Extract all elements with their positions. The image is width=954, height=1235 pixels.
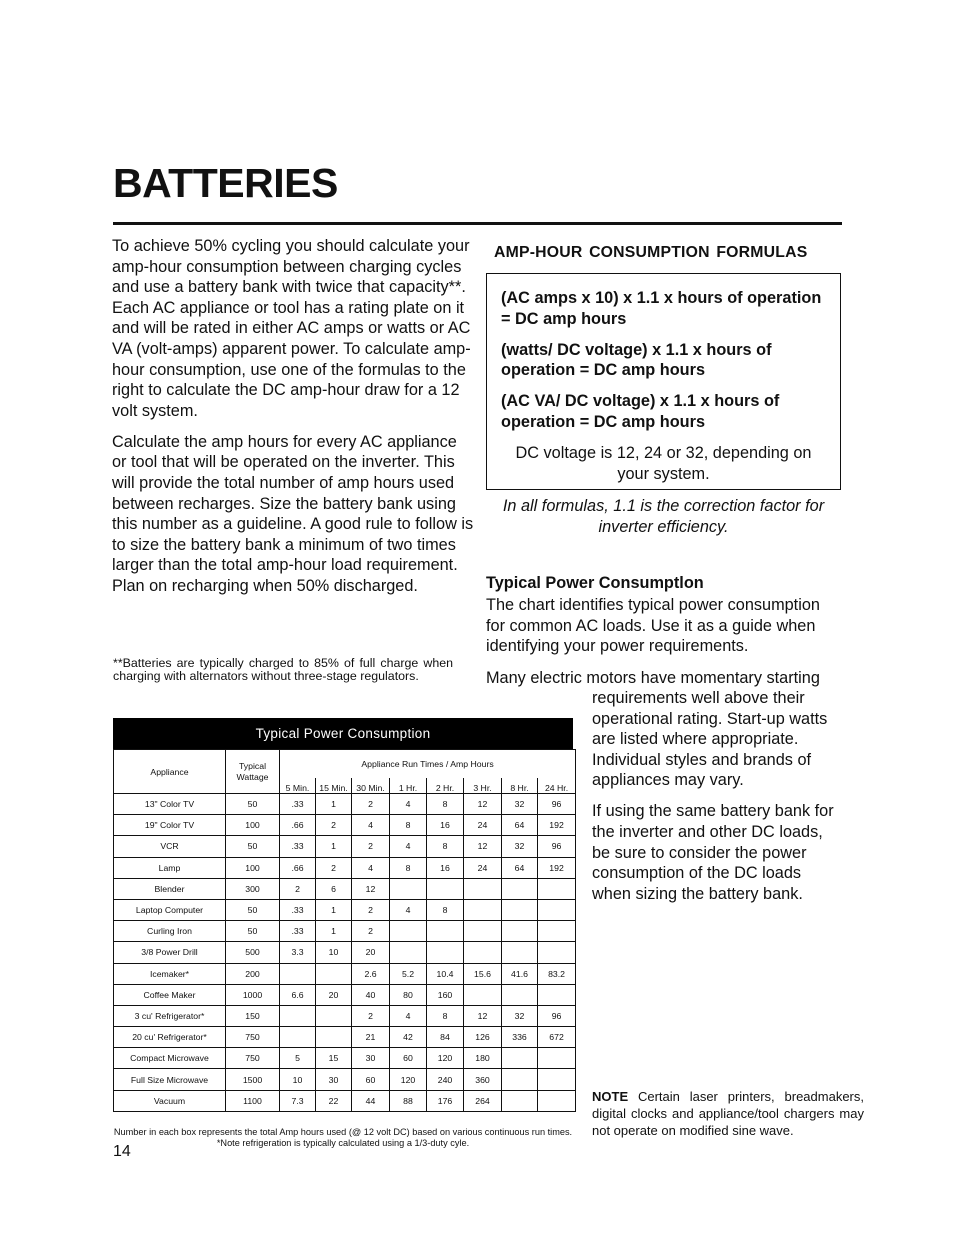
appliance-wattage: 50 — [226, 899, 280, 920]
header-appliance: Appliance — [114, 750, 226, 794]
amp-hour-cell — [280, 963, 316, 984]
amp-hour-cell — [538, 984, 576, 1005]
amp-hour-cell: 4 — [352, 857, 390, 878]
appliance-wattage: 750 — [226, 1048, 280, 1069]
amp-hour-cell: 24 — [464, 857, 502, 878]
table-row — [114, 1027, 576, 1048]
amp-hour-cell — [427, 921, 464, 942]
table-row — [114, 984, 576, 1005]
amp-hour-cell: .66 — [280, 857, 316, 878]
appliance-name: 13" Color TV — [114, 794, 226, 815]
amp-hour-cell: 41.6 — [502, 963, 538, 984]
amp-hour-cell — [390, 878, 427, 899]
appliance-name: Compact Microwave — [114, 1048, 226, 1069]
amp-hour-cell — [538, 1048, 576, 1069]
amp-hour-cell — [464, 942, 502, 963]
intro-paragraph-2: Calculate the amp hours for every AC appliance or tool that will be operated on the inverter. This will provide the total number of amp hours used between recharges. Size the battery bank using this number as a guideline. A good rule to follow is to size the battery bank a minimum of two times larger than the total amp-hour load requirement. Plan on recharging when 50% discharged. — [112, 432, 474, 595]
amp-hour-cell: 15.6 — [464, 963, 502, 984]
amp-hour-cell: 60 — [352, 1069, 390, 1090]
battery-footnote: **Batteries are typically charged to 85% of full charge when charging with alternators without three-stage regulators. — [113, 656, 453, 683]
amp-hour-cell — [464, 921, 502, 942]
intro-paragraph-1: To achieve 50% cycling you should calculate your amp-hour consumption between charging cycles and use a battery bank with twice that capacity**. Each AC appliance or tool has a rating plate on it and will be rated in either AC amps or watts or AC VA (volt-amps) apparent power. To calculate amp-hour consumption, use one of the formulas to the right to calculate the DC amp-hour draw for a 12 volt system. — [112, 237, 471, 420]
amp-hour-cell — [316, 1005, 352, 1026]
amp-hour-cell — [502, 899, 538, 920]
appliance-name: 20 cu' Refrigerator* — [114, 1027, 226, 1048]
amp-hour-cell: 32 — [502, 794, 538, 815]
table-row — [114, 794, 576, 815]
intro-section — [112, 236, 474, 607]
amp-hour-cell: 180 — [464, 1048, 502, 1069]
appliance-wattage: 100 — [226, 857, 280, 878]
power-consumption-table — [113, 718, 573, 1112]
amp-hour-cell: 126 — [464, 1027, 502, 1048]
appliance-wattage: 100 — [226, 815, 280, 836]
amp-hour-cell — [280, 1027, 316, 1048]
amp-hour-cell — [538, 1069, 576, 1090]
amp-hour-cell: 4 — [390, 1005, 427, 1026]
amp-hour-cell: 12 — [464, 794, 502, 815]
amp-hour-cell: 20 — [316, 984, 352, 1005]
table-title: Typical Power Consumption — [113, 718, 573, 749]
appliance-wattage: 500 — [226, 942, 280, 963]
table-row — [114, 1090, 576, 1111]
appliance-wattage: 150 — [226, 1005, 280, 1026]
amp-hour-cell — [390, 921, 427, 942]
amp-hour-cell — [502, 1048, 538, 1069]
amp-hour-cell: 21 — [352, 1027, 390, 1048]
amp-hour-cell — [427, 878, 464, 899]
amp-hour-cell: 8 — [390, 857, 427, 878]
amp-hour-cell: 120 — [427, 1048, 464, 1069]
amp-hour-cell: 240 — [427, 1069, 464, 1090]
amp-hour-cell: 1 — [316, 794, 352, 815]
amp-hour-cell — [390, 942, 427, 963]
amp-hour-cell: 32 — [502, 836, 538, 857]
amp-hour-cell: 3.3 — [280, 942, 316, 963]
appliance-wattage: 1500 — [226, 1069, 280, 1090]
amp-hour-cell — [464, 984, 502, 1005]
table-row — [114, 1005, 576, 1026]
amp-hour-cell: 4 — [352, 815, 390, 836]
formulas-heading: AMP-HOUR CONSUMPTION FORMULAS — [494, 244, 808, 261]
formula-ac-va: (AC VA/ DC voltage) x 1.1 x hours of operation = DC amp hours — [501, 392, 780, 431]
amp-hour-cell: 12 — [352, 878, 390, 899]
amp-hour-cell — [538, 921, 576, 942]
amp-hour-cell — [427, 942, 464, 963]
battery-bank-paragraph: If using the same battery bank for the inverter and other DC loads, be sure to consider the power consumption of the DC loads when sizing the battery bank. — [592, 802, 834, 903]
amp-hour-cell: 15 — [316, 1048, 352, 1069]
amp-hour-cell: 30 — [316, 1069, 352, 1090]
amp-hour-cell — [538, 1090, 576, 1111]
appliance-name: 19" Color TV — [114, 815, 226, 836]
header-time: 30 Min. — [352, 778, 390, 794]
header-time: 8 Hr. — [502, 778, 538, 794]
amp-hour-cell: 672 — [538, 1027, 576, 1048]
table-row — [114, 921, 576, 942]
table-note-amp-hours: Number in each box represents the total Amp hours used (@ 12 volt DC) based on various continuous run times. — [113, 1127, 573, 1137]
amp-hour-cell: 96 — [538, 1005, 576, 1026]
amp-hour-cell: 2 — [352, 1005, 390, 1026]
appliance-name: Lamp — [114, 857, 226, 878]
amp-hour-cell: 22 — [316, 1090, 352, 1111]
motors-paragraph-lead: Many electric motors have momentary starting — [486, 669, 820, 687]
amp-hour-cell: 84 — [427, 1027, 464, 1048]
amp-hour-cell: 1 — [316, 836, 352, 857]
amp-hour-cell: 5 — [280, 1048, 316, 1069]
amp-hour-cell — [502, 984, 538, 1005]
page-title: BATTERIES — [113, 160, 338, 206]
table-row — [114, 1048, 576, 1069]
amp-hour-cell: 10.4 — [427, 963, 464, 984]
amp-hour-cell: 8 — [427, 1005, 464, 1026]
amp-hour-cell — [502, 878, 538, 899]
typical-power-paragraph: The chart identifies typical power consumption for common AC loads. Use it as a guide when identifying your power requirements. — [486, 596, 820, 656]
amp-hour-cell: 12 — [464, 836, 502, 857]
appliance-name: Blender — [114, 878, 226, 899]
amp-hour-cell: 4 — [390, 836, 427, 857]
amp-hour-cell: 120 — [390, 1069, 427, 1090]
amp-hour-cell: 10 — [316, 942, 352, 963]
amp-hour-cell: 7.3 — [280, 1090, 316, 1111]
typical-power-heading: Typical Power Consumptlon — [486, 574, 704, 592]
amp-hour-cell: .33 — [280, 794, 316, 815]
appliance-name: Coffee Maker — [114, 984, 226, 1005]
header-time: 5 Min. — [280, 778, 316, 794]
amp-hour-cell: 80 — [390, 984, 427, 1005]
table-note-refrigeration: *Note refrigeration is typically calculated using a 1/3-duty cyle. — [216, 1137, 470, 1148]
amp-hour-cell: 192 — [538, 815, 576, 836]
amp-hour-cell — [316, 963, 352, 984]
amp-hour-cell: 360 — [464, 1069, 502, 1090]
amp-hour-cell: 2 — [352, 899, 390, 920]
title-divider — [113, 222, 842, 225]
amp-hour-cell: 60 — [390, 1048, 427, 1069]
amp-hour-cell: 40 — [352, 984, 390, 1005]
amp-hour-cell: .33 — [280, 921, 316, 942]
table-row — [114, 1069, 576, 1090]
appliance-wattage: 1100 — [226, 1090, 280, 1111]
table-row — [114, 836, 576, 857]
header-wattage: Typical Wattage — [226, 750, 280, 794]
amp-hour-cell: 8 — [427, 794, 464, 815]
dc-voltage-note: DC voltage is 12, 24 or 32, depending on your system. — [515, 444, 812, 483]
motors-section — [592, 688, 844, 915]
amp-hour-cell: 1 — [316, 921, 352, 942]
amp-hour-cell: 24 — [464, 815, 502, 836]
appliance-name: 3 cu' Refrigerator* — [114, 1005, 226, 1026]
page-number: 14 — [113, 1143, 131, 1160]
amp-hour-cell: 2 — [352, 921, 390, 942]
amp-hour-cell — [280, 1005, 316, 1026]
amp-hour-cell: 6 — [316, 878, 352, 899]
amp-hour-cell — [316, 1027, 352, 1048]
amp-hour-cell: 192 — [538, 857, 576, 878]
amp-hour-cell: .66 — [280, 815, 316, 836]
amp-hour-cell: 160 — [427, 984, 464, 1005]
formulas-box — [486, 273, 841, 490]
amp-hour-cell: 176 — [427, 1090, 464, 1111]
appliance-name: Icemaker* — [114, 963, 226, 984]
formula-ac-amps: (AC amps x 10) x 1.1 x hours of operation = DC amp hours — [501, 289, 822, 328]
amp-hour-cell: 42 — [390, 1027, 427, 1048]
appliance-name: Curling Iron — [114, 921, 226, 942]
efficiency-note: In all formulas, 1.1 is the correction factor for inverter efficiency. — [502, 497, 825, 536]
amp-hour-cell: 64 — [502, 815, 538, 836]
amp-hour-cell — [502, 921, 538, 942]
amp-hour-cell: 4 — [390, 794, 427, 815]
amp-hour-cell: 2.6 — [352, 963, 390, 984]
amp-hour-cell — [538, 899, 576, 920]
appliance-name: Vacuum — [114, 1090, 226, 1111]
appliance-wattage: 50 — [226, 921, 280, 942]
table-row — [114, 899, 576, 920]
amp-hour-cell — [464, 878, 502, 899]
table-notes — [113, 1127, 573, 1148]
amp-hour-cell: 16 — [427, 857, 464, 878]
table-row — [114, 942, 576, 963]
amp-hour-cell: 16 — [427, 815, 464, 836]
amp-hour-cell: 2 — [352, 836, 390, 857]
note-text: Certain laser printers, breadmakers, digital clocks and appliance/tool chargers may not operate on modified sine wave. — [592, 1089, 864, 1138]
amp-hour-cell: 2 — [316, 815, 352, 836]
amp-hour-cell: 30 — [352, 1048, 390, 1069]
table-row — [114, 963, 576, 984]
table-row — [114, 815, 576, 836]
amp-hour-cell — [502, 1069, 538, 1090]
header-run-times: Appliance Run Times / Amp Hours — [280, 750, 576, 779]
sine-wave-note — [592, 1088, 864, 1139]
motors-paragraph-rest: requirements well above their operational rating. Start-up watts are listed where appropriate. Individual styles and brands of appliances may vary. — [592, 689, 828, 790]
appliance-name: VCR — [114, 836, 226, 857]
amp-hour-cell — [502, 942, 538, 963]
amp-hour-cell: 32 — [502, 1005, 538, 1026]
appliance-wattage: 1000 — [226, 984, 280, 1005]
header-time: 15 Min. — [316, 778, 352, 794]
header-time: 24 Hr. — [538, 778, 576, 794]
amp-hour-cell — [538, 942, 576, 963]
amp-hour-cell: 8 — [427, 836, 464, 857]
amp-hour-cell: 6.6 — [280, 984, 316, 1005]
amp-hour-cell: 96 — [538, 794, 576, 815]
amp-hour-cell: 88 — [390, 1090, 427, 1111]
amp-hour-cell: 2 — [352, 794, 390, 815]
header-time: 2 Hr. — [427, 778, 464, 794]
amp-hour-cell: 2 — [280, 878, 316, 899]
amp-hour-cell: .33 — [280, 899, 316, 920]
amp-hour-cell — [464, 899, 502, 920]
header-time: 1 Hr. — [390, 778, 427, 794]
table-row — [114, 878, 576, 899]
amp-hour-cell: 5.2 — [390, 963, 427, 984]
amp-hour-cell: 20 — [352, 942, 390, 963]
consumption-grid — [113, 749, 576, 1112]
amp-hour-cell — [538, 878, 576, 899]
note-label: NOTE — [592, 1089, 629, 1104]
appliance-name: 3/8 Power Drill — [114, 942, 226, 963]
amp-hour-cell: 64 — [502, 857, 538, 878]
amp-hour-cell: 8 — [390, 815, 427, 836]
appliance-wattage: 750 — [226, 1027, 280, 1048]
appliance-wattage: 50 — [226, 836, 280, 857]
formula-watts: (watts/ DC voltage) x 1.1 x hours of operation = DC amp hours — [501, 340, 772, 380]
table-row — [114, 857, 576, 878]
amp-hour-cell: 10 — [280, 1069, 316, 1090]
appliance-name: Full Size Microwave — [114, 1069, 226, 1090]
amp-hour-cell: 264 — [464, 1090, 502, 1111]
amp-hour-cell — [502, 1090, 538, 1111]
appliance-wattage: 200 — [226, 963, 280, 984]
appliance-wattage: 300 — [226, 878, 280, 899]
amp-hour-cell: 83.2 — [538, 963, 576, 984]
amp-hour-cell: 336 — [502, 1027, 538, 1048]
header-time: 3 Hr. — [464, 778, 502, 794]
amp-hour-cell: 1 — [316, 899, 352, 920]
amp-hour-cell: 2 — [316, 857, 352, 878]
amp-hour-cell: 44 — [352, 1090, 390, 1111]
amp-hour-cell: 4 — [390, 899, 427, 920]
appliance-name: Laptop Computer — [114, 899, 226, 920]
amp-hour-cell: 12 — [464, 1005, 502, 1026]
appliance-wattage: 50 — [226, 794, 280, 815]
amp-hour-cell: 8 — [427, 899, 464, 920]
amp-hour-cell: .33 — [280, 836, 316, 857]
amp-hour-cell: 96 — [538, 836, 576, 857]
